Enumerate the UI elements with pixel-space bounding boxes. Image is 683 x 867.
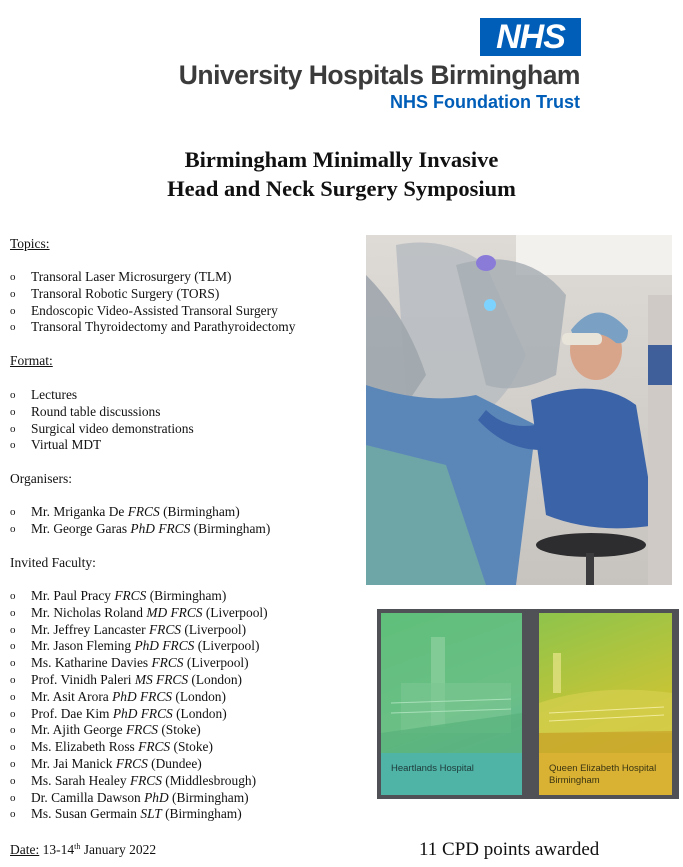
bullet-icon: o bbox=[10, 757, 16, 770]
list-item: o Ms. Susan Germain SLT (Birmingham) bbox=[10, 806, 242, 822]
cpd-points: 11 CPD points awarded bbox=[419, 839, 600, 860]
list-item: o Endoscopic Video-Assisted Transoral Surgery bbox=[10, 302, 278, 318]
bullet-icon: o bbox=[10, 590, 16, 602]
event-date bbox=[10, 842, 156, 858]
list-item: o Transoral Laser Microsurgery (TLM) bbox=[10, 269, 232, 284]
organisers-heading: Organisers: bbox=[10, 471, 72, 486]
bullet-icon: o bbox=[10, 304, 16, 317]
bullet-icon: o bbox=[10, 506, 16, 518]
list-item: o Mr. Jeffrey Lancaster FRCS (Liverpool) bbox=[10, 621, 247, 637]
list-item: o Mr. Jai Manick FRCS (Dundee) bbox=[10, 755, 202, 771]
title-line-2: Head and Neck Surgery Symposium bbox=[167, 176, 516, 201]
bullet-icon: o bbox=[10, 741, 16, 754]
title-line-1: Birmingham Minimally Invasive bbox=[184, 147, 499, 172]
bullet-icon: o bbox=[10, 791, 16, 804]
format-list bbox=[10, 387, 194, 454]
list-item: o Mr. Paul Pracy FRCS (Birmingham) bbox=[10, 588, 227, 603]
list-item: o Mr. Jason Fleming PhD FRCS (Liverpool) bbox=[10, 638, 260, 654]
queen-elizabeth-panel bbox=[539, 613, 672, 795]
format-heading: Format: bbox=[10, 353, 53, 368]
bullet-icon: o bbox=[10, 422, 16, 435]
heartlands-caption: Heartlands Hospital bbox=[381, 753, 522, 795]
robotic-surgery-photo bbox=[366, 235, 672, 585]
bullet-icon: o bbox=[10, 287, 16, 300]
faculty-heading: Invited Faculty: bbox=[10, 555, 96, 570]
page-title bbox=[0, 145, 683, 203]
bullet-icon: o bbox=[10, 673, 16, 686]
queen-elizabeth-caption-line-2: Birmingham bbox=[549, 775, 600, 786]
topics-list bbox=[10, 269, 295, 336]
list-item: o Transoral Thyroidectomy and Parathyroidectomy bbox=[10, 319, 296, 335]
list-item: o Prof. Vinidh Paleri MS FRCS (London) bbox=[10, 671, 242, 687]
nhs-logo: NHS bbox=[480, 18, 581, 56]
list-item: o Mr. Asit Arora PhD FRCS (London) bbox=[10, 688, 226, 704]
bullet-icon: o bbox=[10, 808, 16, 821]
date-label: Date: bbox=[10, 842, 40, 857]
date-day: 13-14 bbox=[42, 842, 75, 857]
hospitals-image bbox=[377, 609, 679, 799]
list-item: o Prof. Dae Kim PhD FRCS (London) bbox=[10, 705, 227, 721]
heartlands-building-illustration bbox=[381, 613, 522, 753]
list-item: o Ms. Katharine Davies FRCS (Liverpool) bbox=[10, 655, 249, 671]
list-item: o Virtual MDT bbox=[10, 437, 102, 453]
bullet-icon: o bbox=[10, 271, 16, 283]
heartlands-panel bbox=[381, 613, 522, 795]
list-item: o Round table discussions bbox=[10, 403, 161, 419]
date-suffix: th bbox=[74, 842, 81, 851]
topics-heading: Topics: bbox=[10, 236, 50, 251]
bullet-icon: o bbox=[10, 774, 16, 787]
surgery-illustration bbox=[366, 235, 672, 585]
queen-elizabeth-building-illustration bbox=[539, 613, 672, 753]
list-item: o Lectures bbox=[10, 387, 78, 402]
bullet-icon: o bbox=[10, 657, 16, 670]
list-item: o Mr. George Garas PhD FRCS (Birmingham) bbox=[10, 520, 271, 536]
faculty-list bbox=[10, 588, 268, 823]
list-item: o Mr. Nicholas Roland MD FRCS (Liverpool) bbox=[10, 604, 268, 620]
list-item: o Ms. Elizabeth Ross FRCS (Stoke) bbox=[10, 739, 213, 755]
bullet-icon: o bbox=[10, 405, 16, 418]
bullet-icon: o bbox=[10, 439, 16, 452]
bullet-icon: o bbox=[10, 640, 16, 653]
organisers-list bbox=[10, 504, 270, 538]
bullet-icon: o bbox=[10, 522, 16, 535]
list-item: o Transoral Robotic Surgery (TORS) bbox=[10, 285, 220, 301]
list-item: o Surgical video demonstrations bbox=[10, 420, 194, 436]
bullet-icon: o bbox=[10, 690, 16, 703]
date-month-year: January 2022 bbox=[83, 842, 157, 857]
trust-name: NHS Foundation Trust bbox=[390, 92, 580, 112]
bullet-icon: o bbox=[10, 389, 16, 401]
bullet-icon: o bbox=[10, 724, 16, 737]
list-item: o Ms. Sarah Healey FRCS (Middlesbrough) bbox=[10, 772, 257, 788]
list-item: o Dr. Camilla Dawson PhD (Birmingham) bbox=[10, 789, 249, 805]
organisation-name: University Hospitals Birmingham bbox=[178, 60, 580, 90]
bullet-icon: o bbox=[10, 606, 16, 619]
queen-elizabeth-caption bbox=[539, 753, 672, 795]
bullet-icon: o bbox=[10, 707, 16, 720]
list-item: o Mr. Ajith George FRCS (Stoke) bbox=[10, 722, 201, 738]
queen-elizabeth-caption-line-1: Queen Elizabeth Hospital bbox=[549, 763, 657, 774]
bullet-icon: o bbox=[10, 321, 16, 334]
bullet-icon: o bbox=[10, 623, 16, 636]
list-item: o Mr. Mriganka De FRCS (Birmingham) bbox=[10, 504, 240, 519]
